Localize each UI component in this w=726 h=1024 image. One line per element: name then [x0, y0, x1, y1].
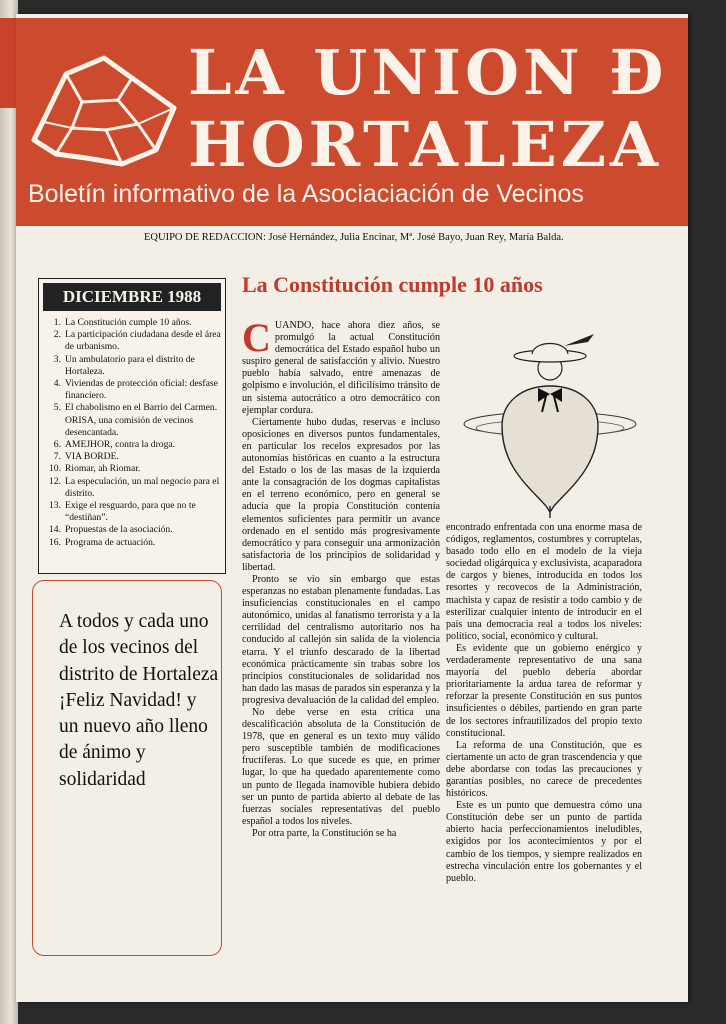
contents-item [43, 378, 221, 402]
contents-item-text: El chabolismo en el Barrio del Carmen. [65, 402, 218, 414]
contents-item-number [43, 415, 65, 439]
masthead-subtitle: Boletín informativo de la Asociaciación de Vecinos [28, 180, 584, 208]
contents-item-text: La Constitución cumple 10 años. [65, 317, 192, 328]
contents-item-number: 1. [53, 317, 61, 328]
article-paragraph: Es evidente que un gobierno enérgico y verdaderamente representativo de una sana mayoría del pueblo debería abordar prioritariamente la ardua tarea de reformar y reforzar la presente Constitución en sus puntos insuficientes o débiles, partiendo en gran parte de los sectores infrautilizados del propio texto constitucional. [446, 642, 642, 739]
article-paragraph: La reforma de una Constitución, que es ciertamente un acto de gran trascendencia y que debe abordarse con todas las precauciones y garantías posibles, no carece de precedentes históricos. [446, 739, 642, 800]
contents-item [43, 463, 221, 475]
contents-box [38, 278, 226, 574]
contents-item-number: 14. [49, 524, 61, 536]
spinning-top-lady-illustration-icon [458, 316, 644, 520]
contents-item-number: 5. [53, 402, 61, 414]
contents-item-text: Un ambulatorio para el distrito de Hortaleza. [65, 353, 195, 377]
newsletter-page [16, 14, 688, 1002]
contents-item [43, 439, 221, 451]
contents-item [43, 451, 221, 463]
article-headline: La Constitución cumple 10 años [242, 272, 543, 297]
article-paragraph: Por otra parte, la Constitución se ha [252, 827, 397, 839]
contents-item-number: 3. [53, 353, 61, 365]
contents-item [43, 329, 221, 353]
greeting-text: A todos y cada uno de los vecinos del distrito de Hortaleza ¡Feliz Navidad! y un nuevo año lleno de ánimo y solidaridad [59, 611, 219, 790]
contents-item-number: 2. [53, 329, 61, 341]
contents-item [43, 476, 221, 500]
contents-item [43, 500, 221, 524]
article-paragraph: Pronto se vio sin embargo que estas esperanzas no estaban plenamente fundadas. Las insuficiencias constitucionales en el campo autonómico, unidas al fanatismo terrorista y a la cerrilidad del centralismo autoritario nos ha conducido al callejón sin salida de la violencia etarra. Y el triunfo descarado de la libertad económica prácticamente sin trabas sobre los principios constitucionales de solidaridad nos han dado las masas de parados sin esperanza y la progresiva devaluación de la calidad del empleo. [242, 573, 440, 706]
contents-item-number: 4. [53, 378, 61, 390]
contents-item-text: Viviendas de protección oficial: desfase financiero. [65, 378, 218, 402]
masthead [16, 18, 688, 226]
article-column-2 [446, 522, 642, 885]
contents-item-number: 16. [49, 536, 61, 548]
contents-item-text: La especulación, un mal negocio para el distrito. [65, 475, 220, 499]
contents-item-text: Riomar, ah Riomar. [65, 463, 141, 475]
contents-list [43, 317, 221, 549]
article-column-1 [242, 315, 440, 840]
article-paragraph: encontrado enfrentada con una enorme masa de códigos, reglamentos, costumbres y corruptelas, basado todo ello en el modelo de la vieja sociedad oligárquica y exclusivista, acaparadora de cargos y bienes, introducida en todos los resortes y recovecos de la Administración, machista y capaz de resistir a todo cambio y de esterilizar cualquier intento de introducir en el país una democracia real a todos los niveles: político, social, económico y cultural. [446, 522, 642, 642]
contents-item-text: ORISA, una comisión de vecinos desencantada. [65, 414, 194, 438]
contents-item [43, 402, 221, 414]
christmas-greeting-box [32, 580, 222, 956]
article-paragraph: Ciertamente hubo dudas, reservas e incluso oposiciones en diversos puntos fundamentales, en particular los recelos expresados por las autonomías históricas en cuanto a la estructura del Estado o los de las masas de la izquierda ante la consagración de los dogmas capitalistas en el terreno económico, pero en general se aducía que la propia Constitución contenía elementos suficientes para permitir un avance ordenado en el sentido más progresivamente democrático y para conseguir una armonización satisfactoria de los principios de solidaridad y libertad. [242, 416, 440, 573]
contents-item-text: Exige el resguardo, para que no te “destiñan”. [65, 500, 196, 524]
contents-item-number: 6. [53, 439, 61, 451]
article-paragraph: No debe verse en esta crítica una descalificación absoluta de la Constitución de 1978, que en general es un texto muy válido pero susceptible también de modificaciones fructíferas. Lo que sucede es que, en primer lugar, lo que ha quedado aparentemente como un punto de llegada inamovible hubiera debido ser un punto de partida abierto al debate de las fuerzas sociales representativas del pueblo español a todos los niveles. [242, 707, 440, 827]
contents-item-number: 13. [49, 500, 61, 512]
masthead-title-line2: HORTALEZA [188, 108, 663, 181]
article-paragraph: UANDO, hace ahora diez años, se promulgó la actual Constitución democrática del Estado español hubo un suspiro general de satisfacción y alivio. Nuestro pueblo había salvado, entre amenazas de golpismo e involución, el dificilísimo tránsito de un sistema autocrático a otro democrático con ejemplar cordura. [242, 320, 440, 416]
contents-item-text: La participación ciudadana desde el área de urbanismo. [65, 329, 221, 353]
contents-item-number: 7. [53, 451, 61, 463]
article-paragraph: Este es un punto que demuestra cómo una Constitución debe ser un punto de partida abierto hacia perfeccionamientos ineludibles, exigidos por los acontecimientos y por el cambio de los tiempos, y siempre realizados en estrecha vinculación entre los gobernantes y el pueblo. [446, 800, 642, 884]
drop-cap: C [242, 315, 271, 360]
contents-item-number: 10. [49, 463, 61, 475]
contents-item-number: 12. [49, 475, 61, 487]
contents-item-text: AMEJHOR, contra la droga. [65, 439, 176, 451]
contents-item [43, 415, 221, 439]
editorial-staff-line: EQUIPO DE REDACCION: José Hernández, Julia Encinar, Mª. José Bayo, Juan Rey, María Balda. [144, 232, 564, 243]
contents-item [43, 354, 221, 378]
contents-item-text: VIA BORDE. [65, 451, 119, 463]
contents-item [43, 524, 221, 536]
contents-item [43, 537, 221, 549]
contents-item-text: Propuestas de la asociación. [65, 524, 173, 536]
contents-heading: DICIEMBRE 1988 [43, 283, 221, 311]
masthead-title-line1: LA UNION Ð [188, 36, 668, 109]
contents-item [43, 317, 221, 329]
district-map-logo-icon [26, 52, 182, 168]
contents-item-text: Programa de actuación. [65, 536, 156, 548]
